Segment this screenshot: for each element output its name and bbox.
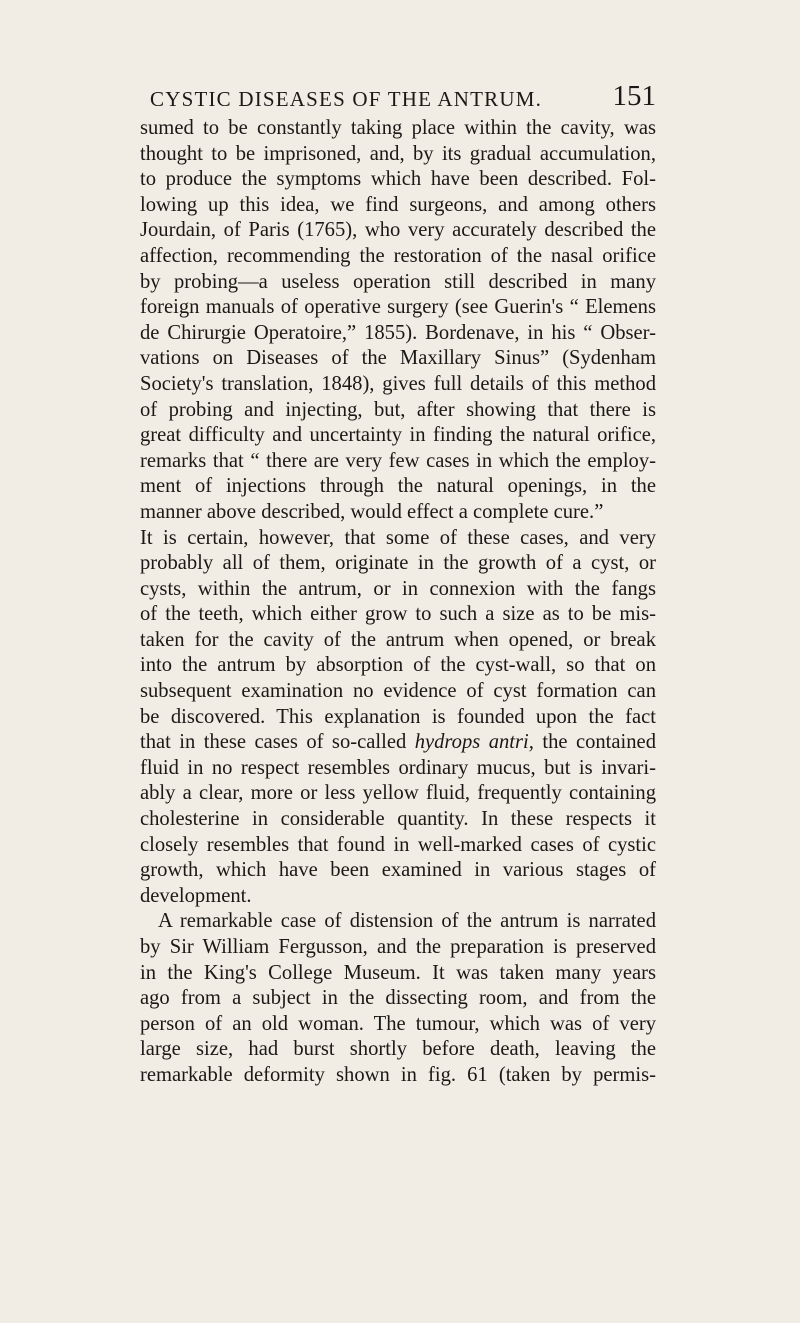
text-line: de Chirurgie Operatoire,” 1855). Bordenave, in his “ Obser- [140, 321, 656, 344]
text-line: growth, which have been examined in various stages of [140, 859, 656, 882]
page-header [140, 80, 656, 114]
text-line: to produce the symptoms which have been described. Fol- [140, 168, 656, 191]
text-line: affection, recommending the restoration of the nasal orifice [140, 244, 656, 267]
running-head: CYSTIC DISEASES OF THE ANTRUM. [150, 87, 543, 111]
text-line: taken for the cavity of the antrum when opened, or break [140, 628, 656, 651]
text-line: lowing up this idea, we find surgeons, and among others [140, 193, 656, 216]
text-line: remarks that “ there are very few cases in which the employ- [140, 449, 656, 472]
text-line: probably all of them, originate in the growth of a cyst, or [140, 552, 656, 575]
text-line: Society's translation, 1848), gives full details of this method [140, 372, 656, 395]
text-line: ably a clear, more or less yellow fluid, frequently containing [140, 782, 656, 805]
text-line: by probing—a useless operation still described in many [140, 270, 656, 293]
text-line: large size, had burst shortly before death, leaving the [140, 1038, 656, 1061]
text-line: Jourdain, of Paris (1765), who very accurately described the [140, 219, 656, 242]
text-line: person of an old woman. The tumour, which was of very [140, 1012, 656, 1035]
text-line: sumed to be constantly taking place within the cavity, was [140, 117, 656, 139]
text-line: vations on Diseases of the Maxillary Sinus” (Sydenham [140, 347, 656, 370]
text-line-with-italic [140, 730, 656, 756]
text-line: in the King's College Museum. It was taken many years [140, 961, 656, 984]
body-text [140, 116, 656, 1089]
text-line: development. [140, 884, 252, 907]
text-line: It is certain, however, that some of these cases, and very [140, 526, 656, 549]
text-line: ment of injections through the natural openings, in the [140, 475, 656, 498]
italic-term: hydrops antri, [414, 731, 534, 754]
text-segment: that in these cases of so-called [140, 731, 407, 754]
text-line: thought to be imprisoned, and, by its gradual accumulation, [140, 142, 656, 165]
text-line: cysts, within the antrum, or in connexion with the fangs [140, 577, 656, 600]
text-line: of probing and injecting, but, after showing that there is [140, 398, 656, 421]
text-segment: the contained [542, 731, 656, 754]
text-line: remarkable deformity shown in fig. 61 (taken by permis- [140, 1063, 656, 1086]
text-line: into the antrum by absorption of the cyst-wall, so that on [140, 654, 656, 677]
text-line: be discovered. This explanation is founded upon the fact [140, 705, 656, 728]
text-line: subsequent examination no evidence of cyst formation can [140, 680, 656, 703]
text-line: ago from a subject in the dissecting room, and from the [140, 987, 656, 1010]
text-line: fluid in no respect resembles ordinary mucus, but is invari- [140, 756, 656, 779]
text-line: by Sir William Fergusson, and the preparation is preserved [140, 936, 656, 958]
text-line: great difficulty and uncertainty in finding the natural orifice, [140, 424, 656, 447]
text-line: foreign manuals of operative surgery (see Guerin's “ Elemens [140, 296, 656, 319]
text-line: manner above described, would effect a complete cure.” [140, 500, 604, 523]
text-line: A remarkable case of distension of the antrum is narrated [158, 910, 656, 933]
text-line: closely resembles that found in well-marked cases of cystic [140, 833, 656, 856]
page-number: 151 [612, 80, 656, 112]
text-line: of the teeth, which either grow to such a size as to be mis- [140, 603, 656, 626]
text-line: cholesterine in considerable quantity. In these respects it [140, 808, 656, 831]
